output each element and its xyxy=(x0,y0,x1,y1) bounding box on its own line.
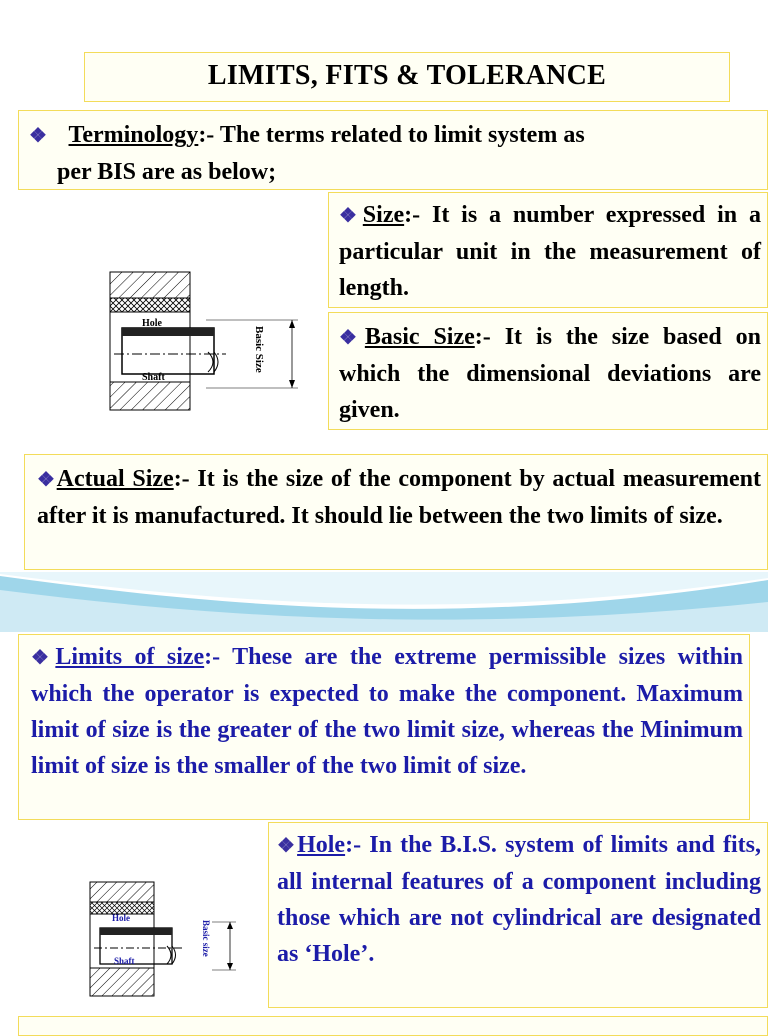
limits-of-size-text xyxy=(31,639,743,784)
hole-box xyxy=(268,822,768,1008)
bullet-icon: ❖ xyxy=(29,125,47,147)
basic-size-text xyxy=(339,319,761,428)
size-sep: :- xyxy=(404,202,421,228)
terminology-sep: :- xyxy=(198,122,215,148)
hole-label: Hole xyxy=(112,913,130,923)
limits-of-size-body: These are the extreme permissible sizes within which the operator is expected to make the component. Maximum limit of size is the greater of the two limit size, whereas the Minimum limit of size is the smaller of the two limit of size. xyxy=(31,644,743,779)
bullet-icon: ❖ xyxy=(37,469,57,491)
terminology-line2: per BIS are as below; xyxy=(57,159,277,185)
next-box-edge xyxy=(18,1016,768,1036)
hole-shaft-diagram xyxy=(22,828,268,1008)
size-term: Size xyxy=(362,202,405,228)
actual-size-text xyxy=(37,461,761,534)
basic-size-label: Basic Size xyxy=(253,326,265,373)
hole-body: In the B.I.S. system of limits and fits, all internal features of a component including those which are not cylindrical are designated as ‘Hole’. xyxy=(277,832,761,967)
terminology-box xyxy=(18,110,768,190)
shaft-label: Shaft xyxy=(142,372,165,383)
size-box xyxy=(328,192,768,308)
hole-sep: :- xyxy=(345,832,362,858)
limits-of-size-term: Limits of size xyxy=(55,644,205,670)
bullet-icon: ❖ xyxy=(339,205,363,227)
bullet-icon: ❖ xyxy=(339,327,365,349)
actual-size-term: Actual Size xyxy=(56,466,174,492)
bullet-icon: ❖ xyxy=(31,647,56,669)
terminology-line1: The terms related to limit system as xyxy=(214,122,585,148)
size-body: It is a number expressed in a particular unit in the measurement of length. xyxy=(339,202,761,301)
figure-hole-shaft-2 xyxy=(22,828,268,1008)
bullet-icon: ❖ xyxy=(277,835,298,857)
basic-size-sep: :- xyxy=(474,324,491,350)
basic-size-body: It is the size based on which the dimensional deviations are given. xyxy=(339,324,761,423)
basic-size-term: Basic Size xyxy=(364,324,475,350)
hole-term: Hole xyxy=(297,832,346,858)
limits-of-size-box xyxy=(18,634,750,820)
terminology-term: Terminology xyxy=(68,122,199,148)
terminology-text xyxy=(29,117,759,190)
hole-label: Hole xyxy=(142,318,162,329)
basic-size-label: Basic size xyxy=(201,920,211,957)
actual-size-box xyxy=(24,454,768,570)
hole-shaft-diagram xyxy=(26,198,314,424)
actual-size-body: It is the size of the component by actual measurement after it is manufactured. It should lie between the two limits of size. xyxy=(37,466,762,529)
figure-hole-shaft-1 xyxy=(26,198,314,424)
shaft-label: Shaft xyxy=(114,956,135,966)
size-text xyxy=(339,197,761,306)
hole-text xyxy=(277,827,761,972)
title-box xyxy=(84,52,730,102)
limits-of-size-sep: :- xyxy=(204,644,221,670)
decorative-wave xyxy=(0,572,768,632)
actual-size-sep: :- xyxy=(173,466,190,492)
basic-size-box xyxy=(328,312,768,430)
page-title: LIMITS, FITS & TOLERANCE xyxy=(207,60,607,91)
